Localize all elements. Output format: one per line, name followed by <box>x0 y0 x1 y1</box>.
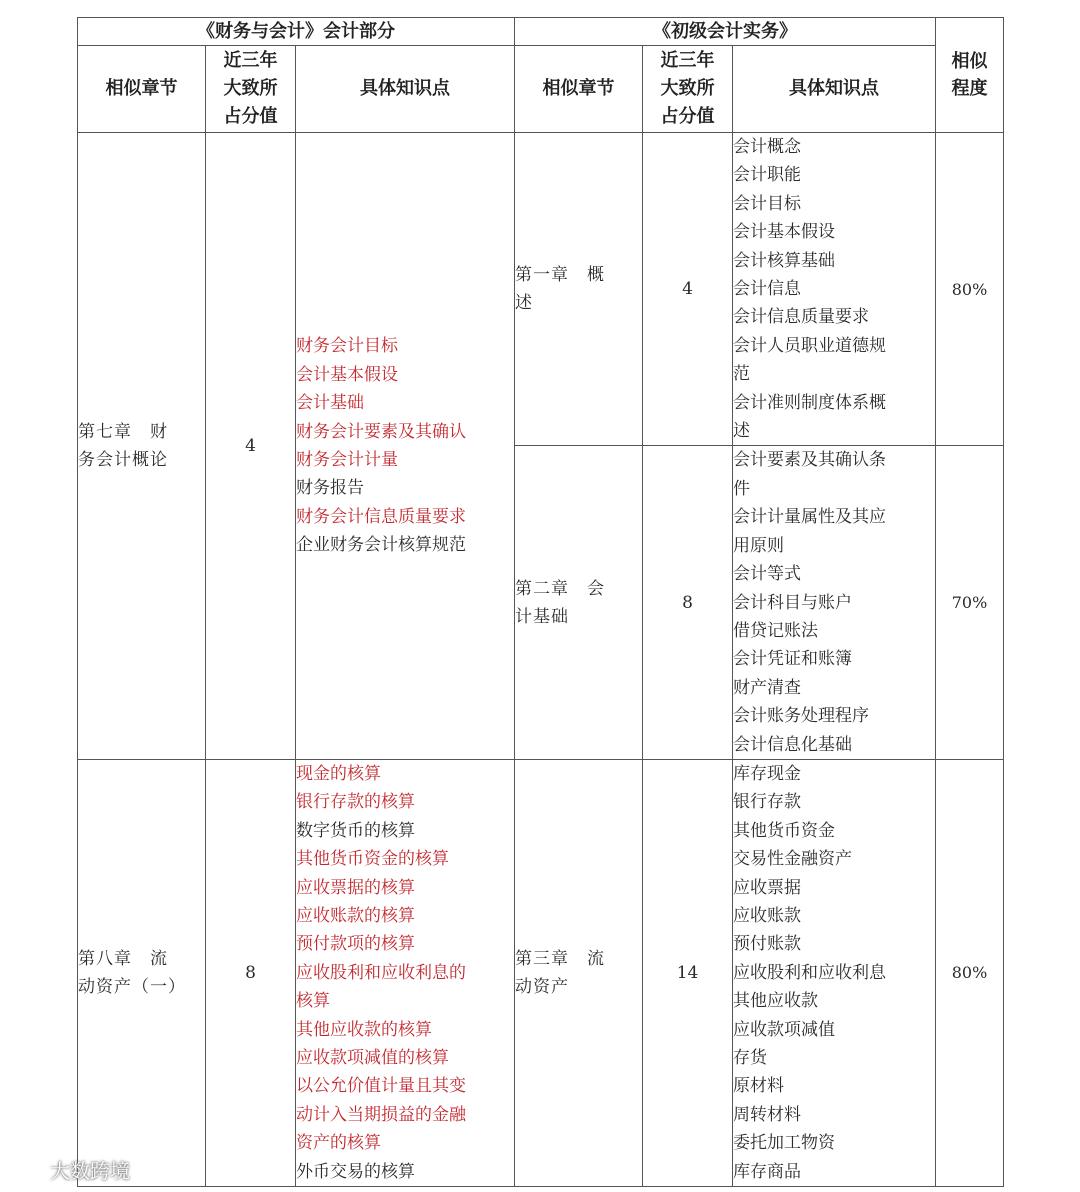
right-points-cell <box>733 759 936 1186</box>
knowledge-point: 会计账务处理程序 <box>733 706 870 727</box>
knowledge-point: 会计目标 <box>733 193 802 214</box>
knowledge-point: 资产的核算 <box>296 1133 381 1154</box>
knowledge-point: 预付款项的核算 <box>296 934 415 955</box>
left-section-title: 《财务与会计》会计部分 <box>78 18 515 46</box>
knowledge-point: 会计职能 <box>733 165 802 186</box>
left-points-cell <box>296 759 515 1186</box>
left-points-cell <box>296 133 515 760</box>
knowledge-point: 原材料 <box>733 1076 785 1097</box>
right-score-cell: 8 <box>643 446 733 759</box>
similarity-cell: 70% <box>936 446 1004 759</box>
knowledge-point: 委托加工物资 <box>733 1133 836 1154</box>
knowledge-point: 范 <box>733 364 751 385</box>
knowledge-point: 存货 <box>733 1048 768 1068</box>
knowledge-point: 财务会计信息质量要求 <box>296 506 466 527</box>
knowledge-point: 述 <box>733 421 751 442</box>
right-points-header: 具体知识点 <box>733 46 936 133</box>
section-header-row <box>78 18 1004 46</box>
similarity-cell: 80% <box>936 759 1004 1186</box>
knowledge-point: 以公允价值计量且其变 <box>296 1076 466 1097</box>
knowledge-point: 应收票据 <box>733 877 802 898</box>
right-score-header: 近三年 大致所 占分值 <box>643 46 733 133</box>
knowledge-point: 会计人员职业道德规 <box>733 335 887 356</box>
knowledge-point: 银行存款 <box>733 792 802 813</box>
knowledge-point: 库存商品 <box>733 1161 802 1182</box>
left-points-header: 具体知识点 <box>296 46 515 133</box>
source-watermark <box>10 1155 130 1184</box>
knowledge-point: 会计计量属性及其应 <box>733 507 887 528</box>
knowledge-point: 应收票据的核算 <box>296 877 415 898</box>
right-points-cell <box>733 133 936 446</box>
table-row <box>78 133 1004 446</box>
knowledge-point: 其他应收款的核算 <box>296 1019 432 1040</box>
knowledge-point: 会计信息 <box>733 279 802 300</box>
knowledge-point: 其他应收款 <box>733 991 819 1012</box>
right-section-title: 《初级会计实务》 <box>515 18 936 46</box>
knowledge-point: 库存现金 <box>733 763 802 784</box>
knowledge-point: 企业财务会计核算规范 <box>296 535 466 556</box>
knowledge-point: 会计信息化基础 <box>733 734 853 755</box>
knowledge-point: 现金的核算 <box>296 763 381 784</box>
knowledge-point: 预付账款 <box>733 934 802 955</box>
source-label: 大数跨境 <box>50 1159 130 1183</box>
knowledge-point: 财务报告 <box>296 478 364 499</box>
knowledge-point: 借贷记账法 <box>733 620 819 641</box>
knowledge-point: 其他货币资金 <box>733 820 836 841</box>
knowledge-point: 财务会计目标 <box>296 336 398 357</box>
right-chapter-cell: 第三章 流 动资产 <box>515 759 643 1186</box>
knowledge-point: 其他货币资金的核算 <box>296 849 449 870</box>
knowledge-point: 会计基本假设 <box>733 222 836 243</box>
knowledge-point: 外币交易的核算 <box>296 1161 415 1182</box>
knowledge-point: 用原则 <box>733 535 785 556</box>
right-chapter-cell: 第一章 概 述 <box>515 133 643 446</box>
knowledge-point: 会计概念 <box>733 137 802 157</box>
knowledge-point: 数字货币的核算 <box>296 820 415 841</box>
knowledge-point: 会计基础 <box>296 393 364 414</box>
knowledge-point: 应收款项减值 <box>733 1019 836 1040</box>
knowledge-point: 应收款项减值的核算 <box>296 1048 449 1068</box>
right-chapter-header: 相似章节 <box>515 46 643 133</box>
knowledge-point: 财务会计要素及其确认 <box>296 421 466 442</box>
comparison-table <box>77 17 1004 1187</box>
right-score-cell: 14 <box>643 759 733 1186</box>
knowledge-point: 应收股利和应收利息 <box>733 962 887 983</box>
knowledge-point: 周转材料 <box>733 1104 802 1125</box>
knowledge-point: 会计核算基础 <box>733 250 836 271</box>
knowledge-point: 应收账款 <box>733 905 802 926</box>
left-chapter-header: 相似章节 <box>78 46 206 133</box>
similarity-header: 相似 程度 <box>936 18 1004 133</box>
knowledge-point: 会计凭证和账簿 <box>733 649 853 670</box>
knowledge-point: 银行存款的核算 <box>296 792 415 813</box>
knowledge-point: 财产清查 <box>733 677 802 698</box>
knowledge-point: 核算 <box>296 991 330 1012</box>
knowledge-point: 会计准则制度体系概 <box>733 392 887 413</box>
right-score-cell: 4 <box>643 133 733 446</box>
knowledge-point: 应收账款的核算 <box>296 905 415 926</box>
left-chapter-cell: 第八章 流 动资产（一） <box>78 759 206 1186</box>
left-chapter-cell: 第七章 财 务会计概论 <box>78 133 206 760</box>
knowledge-point: 会计等式 <box>733 564 802 585</box>
knowledge-point: 会计要素及其确认条 <box>733 450 887 471</box>
knowledge-point: 会计基本假设 <box>296 364 398 385</box>
left-score-cell: 8 <box>206 759 296 1186</box>
knowledge-point: 应收股利和应收利息的 <box>296 962 466 983</box>
knowledge-point: 会计信息质量要求 <box>733 307 870 328</box>
right-points-cell <box>733 446 936 759</box>
knowledge-point: 交易性金融资产 <box>733 849 853 870</box>
right-chapter-cell: 第二章 会 计基础 <box>515 446 643 759</box>
weibo-logo-icon <box>10 1159 44 1181</box>
knowledge-point: 财务会计计量 <box>296 449 398 470</box>
similarity-cell: 80% <box>936 133 1004 446</box>
knowledge-point: 件 <box>733 478 751 499</box>
knowledge-point: 动计入当期损益的金融 <box>296 1104 466 1125</box>
knowledge-point: 会计科目与账户 <box>733 592 853 613</box>
table-row <box>78 759 1004 1186</box>
column-header-row <box>78 46 1004 133</box>
left-score-header: 近三年 大致所 占分值 <box>206 46 296 133</box>
left-score-cell: 4 <box>206 133 296 760</box>
